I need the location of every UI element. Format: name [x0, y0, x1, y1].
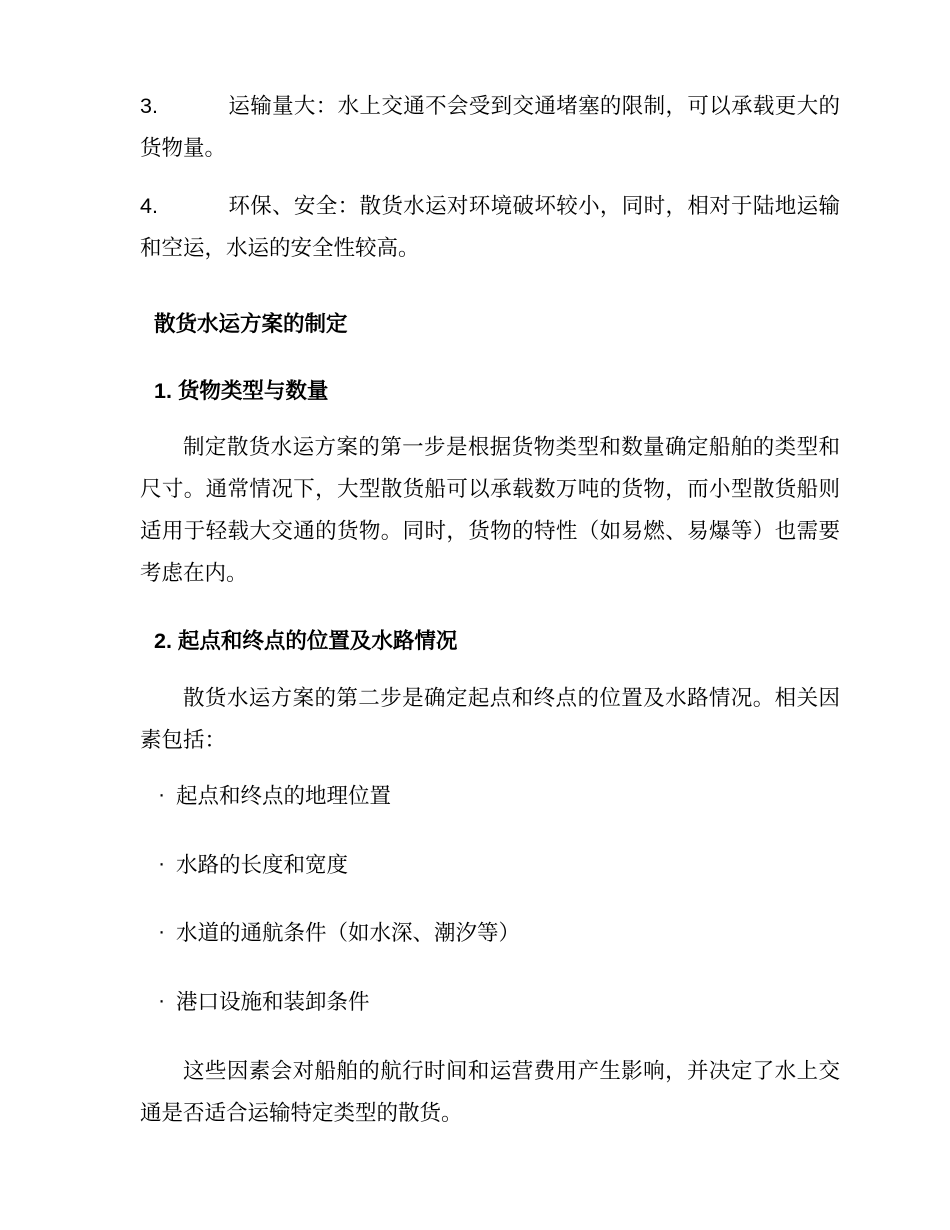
paragraph-cargo-type: 制定散货水运方案的第一步是根据货物类型和数量确定船舶的类型和尺寸。通常情况下，大型散货船可以承载数万吨的货物，而小型散货船则适用于轻载大交通的货物。同时，货物的特性（如易燃、易爆等）也需要考虑在内。 [140, 435, 840, 586]
list-item: · 水道的通航条件（如水深、潮汐等） [140, 913, 840, 954]
section-heading-route: 2. 起点和终点的位置及水路情况 [154, 629, 458, 654]
list-item: · 起点和终点的地理位置 [140, 776, 840, 817]
list-item-number: 3. [140, 94, 158, 118]
list-item-number: 4. [140, 193, 158, 218]
paragraph-route-conclusion: 这些因素会对船舶的航行时间和运营费用产生影响，并决定了水上交通是否适合运输特定类型的散货。 [140, 1059, 840, 1126]
list-item-text: 环保、安全：散货水运对环境破坏较小，同时，相对于陆地运输和空运，水运的安全性较高。 [140, 193, 840, 260]
list-item: · 水路的长度和宽度 [140, 845, 840, 886]
section-heading-main: 散货水运方案的制定 [154, 311, 348, 336]
paragraph-route-intro: 散货水运方案的第二步是确定起点和终点的位置及水路情况。相关因素包括： [140, 685, 840, 752]
document-body [140, 86, 840, 1135]
numbered-list-item [140, 86, 840, 170]
bullet-list-route-factors [140, 776, 840, 1023]
list-item: · 港口设施和装卸条件 [140, 982, 840, 1023]
section-heading-cargo-type: 1. 货物类型与数量 [154, 378, 329, 403]
list-item-text: 运输量大：水上交通不会受到交通堵塞的限制，可以承载更大的货物量。 [140, 94, 840, 160]
numbered-list-item [140, 186, 840, 270]
